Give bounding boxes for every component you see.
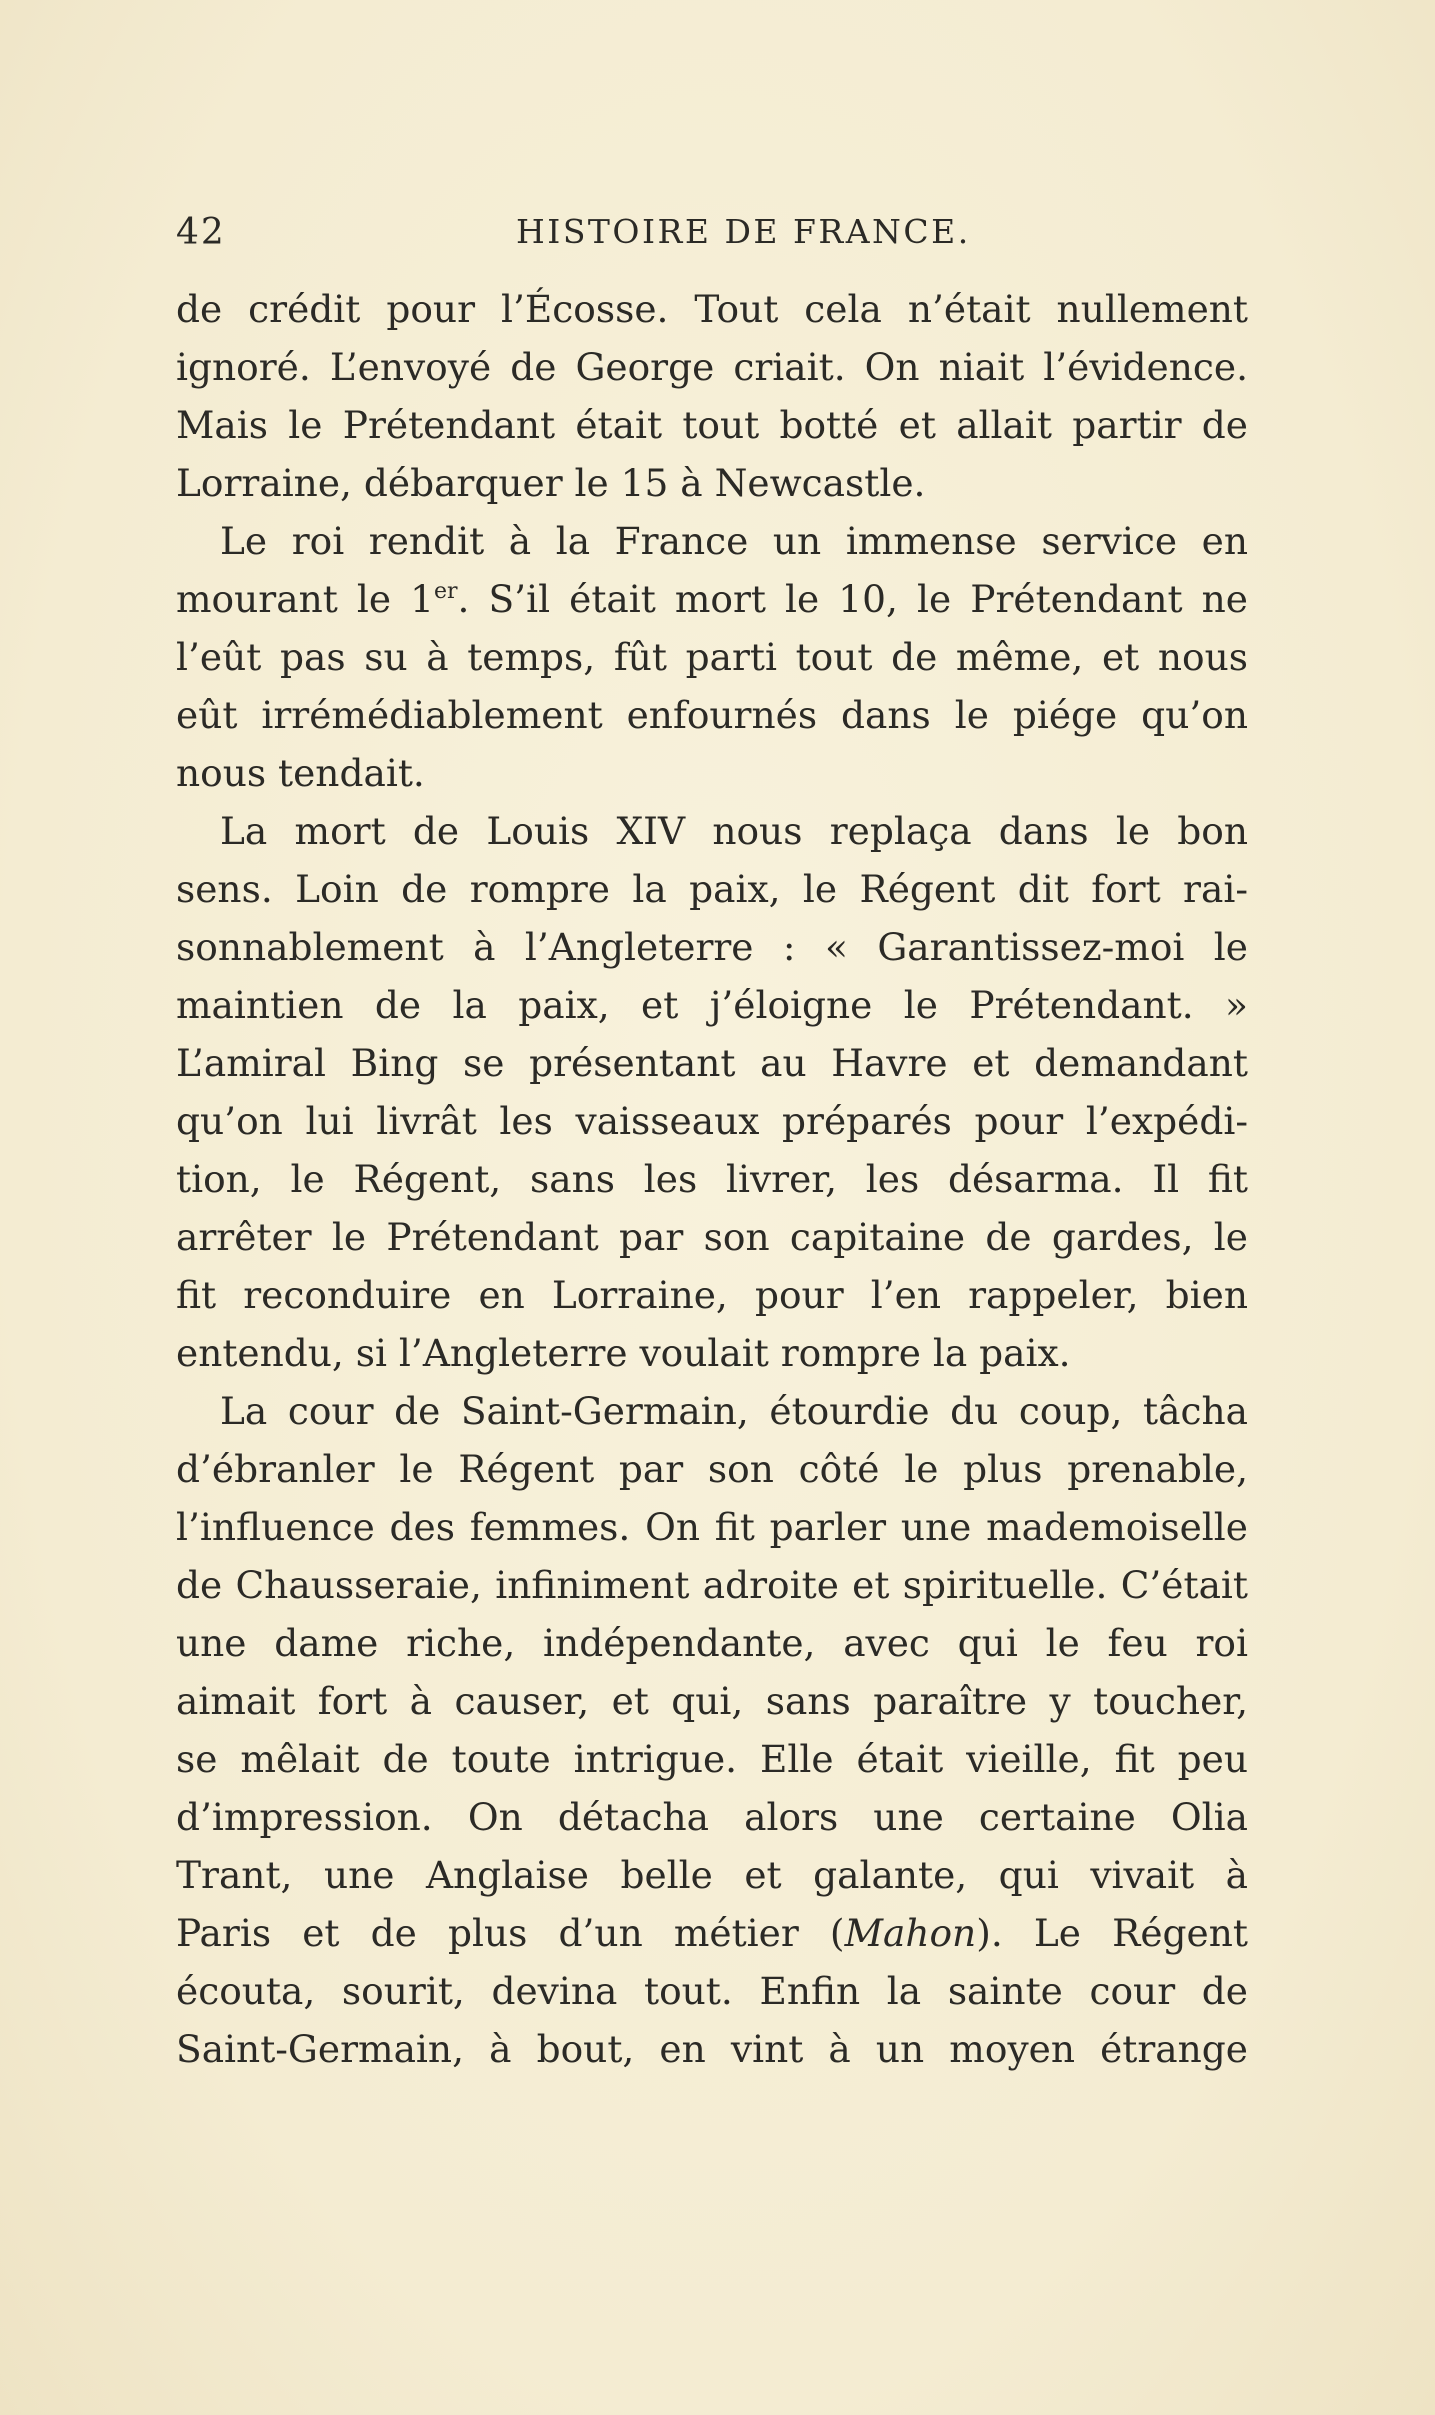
text-line: aimait fort à causer, et qui, sans paraître y toucher, xyxy=(176,1679,1248,1723)
text-line: de crédit pour l’Écosse. Tout cela n’était nullement xyxy=(176,287,1248,331)
text-line: La mort de Louis XIV nous replaça dans le bon xyxy=(220,809,1248,853)
text-line: fit reconduire en Lorraine, pour l’en rappeler, bien xyxy=(176,1273,1248,1317)
text-line: La cour de Saint-Germain, étourdie du coup, tâcha xyxy=(220,1389,1248,1433)
text-segment: Paris et de plus d’un métier ( xyxy=(176,1911,845,1955)
text-line: L’amiral Bing se présentant au Havre et demandant xyxy=(176,1041,1248,1085)
text-line xyxy=(176,1904,1248,1962)
text-line: l’eût pas su à temps, fût parti tout de même, et nous xyxy=(176,635,1248,679)
text-line: Trant, une Anglaise belle et galante, qui vivait à xyxy=(176,1853,1248,1897)
text-line: maintien de la paix, et j’éloigne le Prétendant. » xyxy=(176,983,1248,1027)
text-line: ignoré. L’envoyé de George criait. On niait l’évidence. xyxy=(176,345,1248,389)
running-head xyxy=(176,212,1248,262)
text-segment: ). Le Régent xyxy=(976,1911,1248,1955)
superscript: er xyxy=(433,579,458,604)
page-number: 42 xyxy=(176,212,226,253)
text-line: arrêter le Prétendant par son capitaine de gardes, le xyxy=(176,1215,1248,1259)
text-line: Le roi rendit à la France un immense service en xyxy=(220,519,1248,563)
text-line: l’influence des femmes. On fit parler une mademoiselle xyxy=(176,1505,1248,1549)
text-line: tion, le Régent, sans les livrer, les désarma. Il fit xyxy=(176,1157,1248,1201)
text-line: se mêlait de toute intrigue. Elle était vieille, fit peu xyxy=(176,1737,1248,1781)
text-line: entendu, si l’Angleterre voulait rompre la paix. xyxy=(176,1331,1071,1375)
text-line: d’ébranler le Régent par son côté le plus prenable, xyxy=(176,1447,1248,1491)
text-line: une dame riche, indépendante, avec qui le feu roi xyxy=(176,1621,1248,1665)
body-text xyxy=(176,280,1248,2078)
text-line: sens. Loin de rompre la paix, le Régent dit fort rai- xyxy=(176,867,1248,911)
text-line: nous tendait. xyxy=(176,751,425,795)
text-segment: mourant le 1 xyxy=(176,577,434,621)
running-title: HISTOIRE DE FRANCE. xyxy=(516,212,971,251)
text-line: d’impression. On détacha alors une certaine Olia xyxy=(176,1795,1248,1839)
text-line: eût irrémédiablement enfournés dans le piége qu’on xyxy=(176,693,1248,737)
italic-citation: Mahon xyxy=(844,1911,977,1955)
text-line: Lorraine, débarquer le 15 à Newcastle. xyxy=(176,461,926,505)
text-line: qu’on lui livrât les vaisseaux préparés pour l’expédi- xyxy=(176,1099,1248,1143)
text-segment: . S’il était mort le 10, le Prétendant ne xyxy=(457,577,1248,621)
text-line: Saint-Germain, à bout, en vint à un moyen étrange xyxy=(176,2027,1248,2071)
text-line: sonnablement à l’Angleterre : « Garantissez-moi le xyxy=(176,925,1248,969)
text-line xyxy=(176,570,1248,628)
text-line: écouta, sourit, devina tout. Enfin la sainte cour de xyxy=(176,1969,1248,2013)
text-line: de Chausseraie, infiniment adroite et spirituelle. C’était xyxy=(176,1563,1248,1607)
text-line: Mais le Prétendant était tout botté et allait partir de xyxy=(176,403,1248,447)
